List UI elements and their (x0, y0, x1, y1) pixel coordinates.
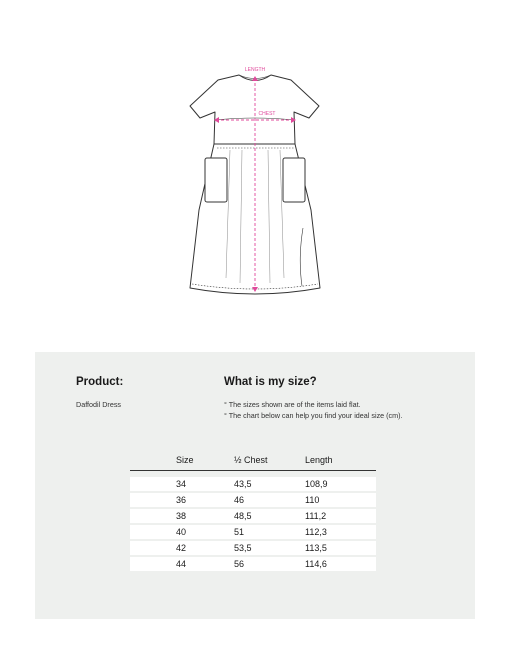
dress-bodice (190, 75, 319, 144)
cell-size: 34 (176, 479, 187, 489)
product-name: Daffodil Dress (76, 400, 122, 409)
size-note-1: ° The sizes shown are of the items laid flat. (224, 400, 361, 409)
right-pocket (283, 158, 305, 202)
cell-length: 110 (305, 495, 320, 505)
cell-size: 40 (176, 527, 187, 537)
cell-half-chest: 56 (234, 559, 245, 569)
size-note-2: ° The chart below can help you find your ideal size (cm). (224, 411, 403, 420)
size-info-panel (35, 352, 475, 619)
cell-half-chest: 48,5 (234, 511, 252, 521)
table-row (130, 509, 376, 523)
cell-length: 114,6 (305, 559, 327, 569)
size-chart-table (130, 450, 376, 571)
cell-half-chest: 51 (234, 527, 245, 537)
table-row (130, 493, 376, 507)
left-pocket (205, 158, 227, 202)
header-half-chest: ½ Chest (234, 455, 268, 465)
cell-half-chest: 43,5 (234, 479, 252, 489)
cell-size: 42 (176, 543, 187, 553)
table-row (130, 525, 376, 539)
table-row (130, 557, 376, 571)
cell-half-chest: 46 (234, 495, 245, 505)
cell-size: 38 (176, 511, 187, 521)
table-row (130, 541, 376, 555)
header-size: Size (176, 455, 194, 465)
header-length: Length (305, 455, 333, 465)
size-heading: What is my size? (224, 376, 317, 388)
length-label: LENGTH (244, 67, 266, 73)
product-heading: Product: (76, 376, 124, 388)
table-header (130, 450, 376, 471)
cell-length: 111,2 (305, 511, 327, 521)
cell-size: 44 (176, 559, 187, 569)
chest-label: CHEST (258, 111, 276, 117)
cell-length: 112,3 (305, 527, 327, 537)
cell-length: 108,9 (305, 479, 328, 489)
cell-length: 113,5 (305, 543, 327, 553)
cell-size: 36 (176, 495, 187, 505)
dress-measurement-diagram (170, 58, 340, 303)
table-row (130, 477, 376, 491)
cell-half-chest: 53,5 (234, 543, 252, 553)
